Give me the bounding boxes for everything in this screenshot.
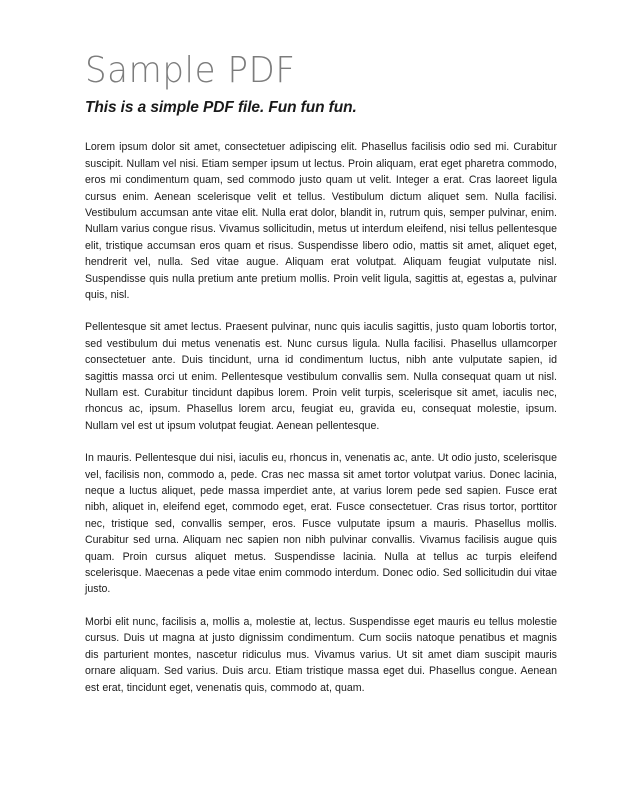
document-content: [85, 49, 557, 696]
paragraph-4: Morbi elit nunc, facilisis a, mollis a, molestie at, lectus. Suspendisse eget mauris eu tellus molestie cursus. Duis ut magna at justo dignissim condimentum. Cum sociis natoque penatibus et magnis dis parturient montes, nascetur ridiculus mus. Vivamus varius. Ut sit amet diam suscipit mauris ornare aliquam. Sed varius. Duis arcu. Etiam tristique massa eget dui. Phasellus congue. Aenean est erat, tincidunt eget, venenatis quis, commodo at, quam.: [85, 615, 557, 694]
paragraph-1: Lorem ipsum dolor sit amet, consectetuer adipiscing elit. Phasellus facilisis odio sed mi. Curabitur suscipit. Nullam vel nisi. Etiam semper ipsum ut lectus. Proin aliquam, erat eget pharetra commodo, eros mi condimentum quam, sed commodo justo quam ut velit. Integer a erat. Cras laoreet ligula cursus enim. Aenean scelerisque velit et tellus. Vestibulum dictum aliquet sem. Nulla facilisi. Vestibulum accumsan ante vitae elit. Nulla erat dolor, blandit in, rutrum quis, semper pulvinar, enim. Nullam varius congue risus. Vivamus sollicitudin, metus ut interdum eleifend, nisi tellus pellentesque elit, tristique accumsan eros quam et risus. Suspendisse libero odio, mattis sit amet, aliquet eget, hendrerit vel, nulla. Sed vitae augue. Aliquam erat volutpat. Aliquam feugiat vulputate nisl. Suspendisse quis nulla pretium ante pretium mollis. Proin velit ligula, sagittis at, egestas a, pulvinar quis, nisl.: [85, 141, 557, 301]
body-text: [85, 139, 557, 696]
page-subtitle: This is a simple PDF file. Fun fun fun.: [85, 98, 357, 116]
paragraph-3: In mauris. Pellentesque dui nisi, iaculis eu, rhoncus in, venenatis ac, ante. Ut odio justo, scelerisque vel, facilisis non, commodo a, pede. Cras nec massa sit amet tortor volutpat varius. Donec lacinia, neque a luctus aliquet, pede massa imperdiet ante, at varius lorem pede sed sapien. Fusce erat nibh, aliquet in, eleifend eget, commodo eget, erat. Fusce consectetuer. Cras risus tortor, porttitor nec, tristique sed, convallis semper, eros. Fusce vulputate ipsum a mauris. Phasellus mollis. Curabitur sed urna. Aliquam nec sapien non nibh pulvinar convallis. Vivamus facilisis augue quis quam. Proin cursus aliquet metus. Suspendisse lacinia. Nulla at tellus ac turpis eleifend scelerisque. Maecenas a pede vitae enim commodo interdum. Donec odio. Sed sollicitudin dui vitae justo.: [85, 452, 557, 596]
page-title: Sample PDF: [85, 49, 296, 92]
paragraph-2: Pellentesque sit amet lectus. Praesent pulvinar, nunc quis iaculis sagittis, justo quam lobortis tortor, sed vestibulum dui metus venenatis est. Nunc cursus ligula. Nulla facilisi. Phasellus ullamcorper consectetuer ante. Duis tincidunt, urna id condimentum luctus, nibh ante vulputate sapien, id sagittis massa orci ut enim. Pellentesque vestibulum convallis sem. Nulla consequat quam ut nisl. Nullam est. Curabitur tincidunt dapibus lorem. Proin velit turpis, scelerisque sit amet, iaculis nec, rhoncus ac, ipsum. Phasellus lorem arcu, feugiat eu, gravida eu, consequat molestie, ipsum. Nullam vel est ut ipsum volutpat feugiat. Aenean pellentesque.: [85, 321, 557, 432]
